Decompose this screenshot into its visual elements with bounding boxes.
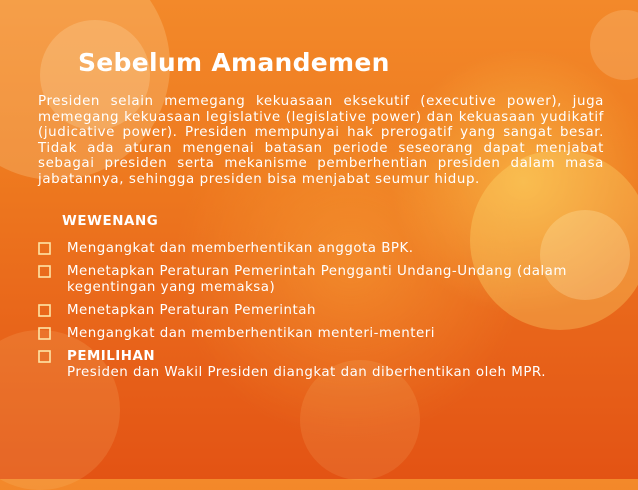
- checkbox-square-icon: [38, 350, 51, 363]
- checkbox-square-icon: [38, 265, 51, 278]
- bullet-text: Menetapkan Peraturan Pemerintah Pengganti Undang-Undang (dalam kegentingan yang memaksa): [67, 264, 567, 295]
- bullet-item: [38, 264, 604, 296]
- bullet-text: Mengangkat dan memberhentikan menteri-menteri: [67, 326, 435, 341]
- pemilihan-heading: PEMILIHAN: [67, 349, 156, 364]
- bullet-item: [38, 303, 604, 319]
- bokeh-circle: [590, 10, 638, 80]
- slide-title: Sebelum Amandemen: [78, 48, 390, 77]
- bullet-list: [38, 241, 604, 388]
- bullet-item: [38, 241, 604, 257]
- section-heading: WEWENANG: [62, 214, 159, 229]
- checkbox-square-icon: [38, 242, 51, 255]
- checkbox-square-icon: [38, 304, 51, 317]
- bullet-item: [38, 326, 604, 342]
- bullet-item: [38, 349, 604, 381]
- bullet-text: Menetapkan Peraturan Pemerintah: [67, 303, 316, 318]
- pemilihan-text: Presiden dan Wakil Presiden diangkat dan diberhentikan oleh MPR.: [67, 365, 547, 380]
- checkbox-square-icon: [38, 327, 51, 340]
- bullet-text: Mengangkat dan memberhentikan anggota BPK.: [67, 241, 414, 256]
- intro-paragraph: Presiden selain memegang kekuasaan eksekutif (executive power), juga memegang kekuasaan legislative (legislative power) dan kekuasaan yudikatif (judicative power). Presiden mempunyai hak prerogatif yang sangat besar. Tidak ada aturan mengenai batasan periode seseorang dapat menjabat sebagai presiden serta mekanisme pemberhentian presiden dalam masa jabatannya, sehingga presiden bisa menjabat seumur hidup.: [38, 94, 604, 187]
- bullet-text-block: [67, 349, 604, 381]
